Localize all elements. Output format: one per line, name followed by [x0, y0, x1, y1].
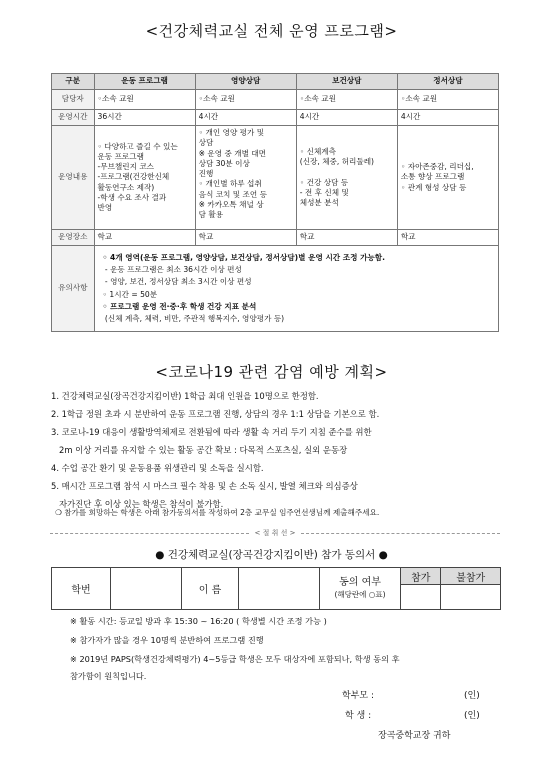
header-health: 보건상담 [296, 74, 397, 90]
table-cell: ◦ 자아존중감, 리더십, 소통 향상 프로그램 ◦ 관계 형성 상담 등 [397, 126, 498, 230]
table-cell: 학교 [397, 230, 498, 246]
table-cell: 학교 [94, 230, 195, 246]
name-label: 이 름 [182, 568, 239, 610]
nojoin-checkbox-cell[interactable] [441, 585, 501, 610]
consent-instruction: (해당란에 ○표) [334, 590, 386, 600]
table-cell: 학교 [296, 230, 397, 246]
table-cell: ◦ 신체계측 (신장, 체중, 허리둘레) ◦ 건강 상담 등 - 전 후 신체 및 체성분 분석 [296, 126, 397, 230]
table-header-row [52, 74, 499, 90]
list-item: 3. 코로나-19 대응이 생활방역체제로 전환됨에 따라 생활 속 거리 두기 지침 준수를 위한 [51, 427, 372, 437]
principal-addressee: 장곡중학교장 귀하 [378, 731, 451, 741]
row-label: 운영장소 [52, 230, 95, 246]
header-exercise: 운동 프로그램 [94, 74, 195, 90]
consent-title: 동의 여부 [339, 577, 381, 589]
note-line: ◦ 4개 영역(운동 프로그램, 영양상담, 보건상담, 정서상담)별 운영 시간 조정 가능함. [102, 253, 385, 263]
name-field[interactable] [239, 568, 320, 610]
nojoin-header: 불참가 [441, 568, 501, 585]
notes-row [52, 246, 499, 332]
parent-seal: (인) [464, 691, 480, 701]
list-item: 1. 건강체력교실(장곡건강지킴이반) 1학급 최대 인원을 10명으로 한정함. [51, 391, 319, 401]
consent-label [320, 568, 401, 610]
row-label: 운영시간 [52, 110, 95, 126]
table-row [52, 90, 499, 110]
row-label: 운영내용 [52, 126, 95, 230]
notes-cell [94, 246, 498, 332]
covid-section-title: <코로나19 관련 감염 예방 계획> [155, 363, 388, 381]
row-label: 담당자 [52, 90, 95, 110]
note-line: (신체 계측, 체력, 비만, 주관적 행복지수, 영양평가 등) [102, 313, 285, 323]
list-item: 4. 수업 공간 환기 및 운동용품 위생관리 및 소독을 실시함. [51, 463, 264, 473]
table-row [52, 230, 499, 246]
table-cell: ◦소속 교원 [195, 90, 296, 110]
header-nutrition: 영양상담 [195, 74, 296, 90]
table-cell: ◦ 다양하고 즐길 수 있는 운동 프로그램 -무브챌린지 코스 -프로그램(건강한신체 활동연구소 제작) -학생 수요 조사 결과 반영 [94, 126, 195, 230]
table-cell: 학교 [195, 230, 296, 246]
table-cell: 4시간 [296, 110, 397, 126]
table-cell: 4시간 [397, 110, 498, 126]
student-label: 학 생 : [345, 711, 372, 721]
submission-notice: ❍ 참가를 희망하는 학생은 아래 참가동의서를 작성하여 2층 교무실 임주연선생님께 제출해주세요. [55, 508, 380, 517]
list-item: 2. 1학급 정원 초과 시 분반하여 운동 프로그램 진행, 상담의 경우 1:1 상담을 기본으로 함. [51, 409, 380, 419]
dashed-divider [301, 533, 500, 534]
list-item: 자가진단 후 이상 있는 학생은 참석이 불가함. [51, 499, 224, 509]
consent-form-table [51, 567, 501, 610]
note-line: - 운동 프로그램은 최소 36시간 이상 편성 [102, 265, 242, 275]
cut-label: < 절 취 선 > [254, 529, 296, 537]
list-item: 5. 매시간 프로그램 참석 시 마스크 필수 착용 및 손 소독 실시, 발열 체크와 의심증상 [51, 481, 358, 491]
table-cell: ◦소속 교원 [94, 90, 195, 110]
table-cell: ◦소속 교원 [296, 90, 397, 110]
covid-plan-list [51, 387, 521, 513]
header-emotion: 정서상담 [397, 74, 498, 90]
note-line: - 영양, 보건, 정서상담 최소 3시간 이상 편성 [102, 277, 252, 287]
student-number-label: 학번 [52, 568, 111, 610]
student-number-field[interactable] [111, 568, 182, 610]
table-cell: 36시간 [94, 110, 195, 126]
student-seal: (인) [464, 711, 480, 721]
consent-form-title: ● 건강체력교실(장곡건강지킴이반) 참가 동의서 ● [155, 549, 388, 561]
join-header: 참가 [401, 568, 441, 585]
footnote: ※ 참가자가 많을 경우 10명씩 분반하여 프로그램 진행 [70, 635, 264, 645]
table-cell: ◦ 개인 영양 평가 및 상담 ※ 운영 중 개별 대면 상담 30분 이상 진행 ◦ 개인별 하루 섭취 음식 코치 및 조언 등 ※ 카카오톡 채널 상 담 활용 [195, 126, 296, 230]
parent-label: 학부모 : [342, 691, 374, 701]
page-title: <건강체력교실 전체 운영 프로그램> [145, 22, 398, 40]
table-cell: ◦소속 교원 [397, 90, 498, 110]
footnote: ※ 활동 시간: 등교일 방과 후 15:30 ~ 16:20 ( 학생별 시간 조정 가능 ) [70, 616, 327, 626]
note-line: ◦ 1시간 = 50분 [102, 289, 158, 299]
program-table [51, 73, 499, 332]
header-category: 구분 [52, 74, 95, 90]
cut-line [50, 528, 500, 538]
row-label: 유의사항 [52, 246, 95, 332]
table-cell: 4시간 [195, 110, 296, 126]
list-item: 2m 이상 거리를 유지할 수 있는 활동 공간 확보 : 다목적 스포츠실, 실외 운동장 [51, 445, 348, 455]
footnote: ※ 2019년 PAPS(학생건강체력평가) 4~5등급 학생은 모두 대상자에 포함되나, 학생 동의 후 참가함이 원칙입니다. [70, 654, 400, 681]
table-row [52, 126, 499, 230]
dashed-divider [50, 533, 249, 534]
note-line: ◦ 프로그램 운영 전·중·후 학생 건강 지표 분석 [102, 301, 257, 311]
table-row [52, 110, 499, 126]
join-checkbox-cell[interactable] [401, 585, 441, 610]
